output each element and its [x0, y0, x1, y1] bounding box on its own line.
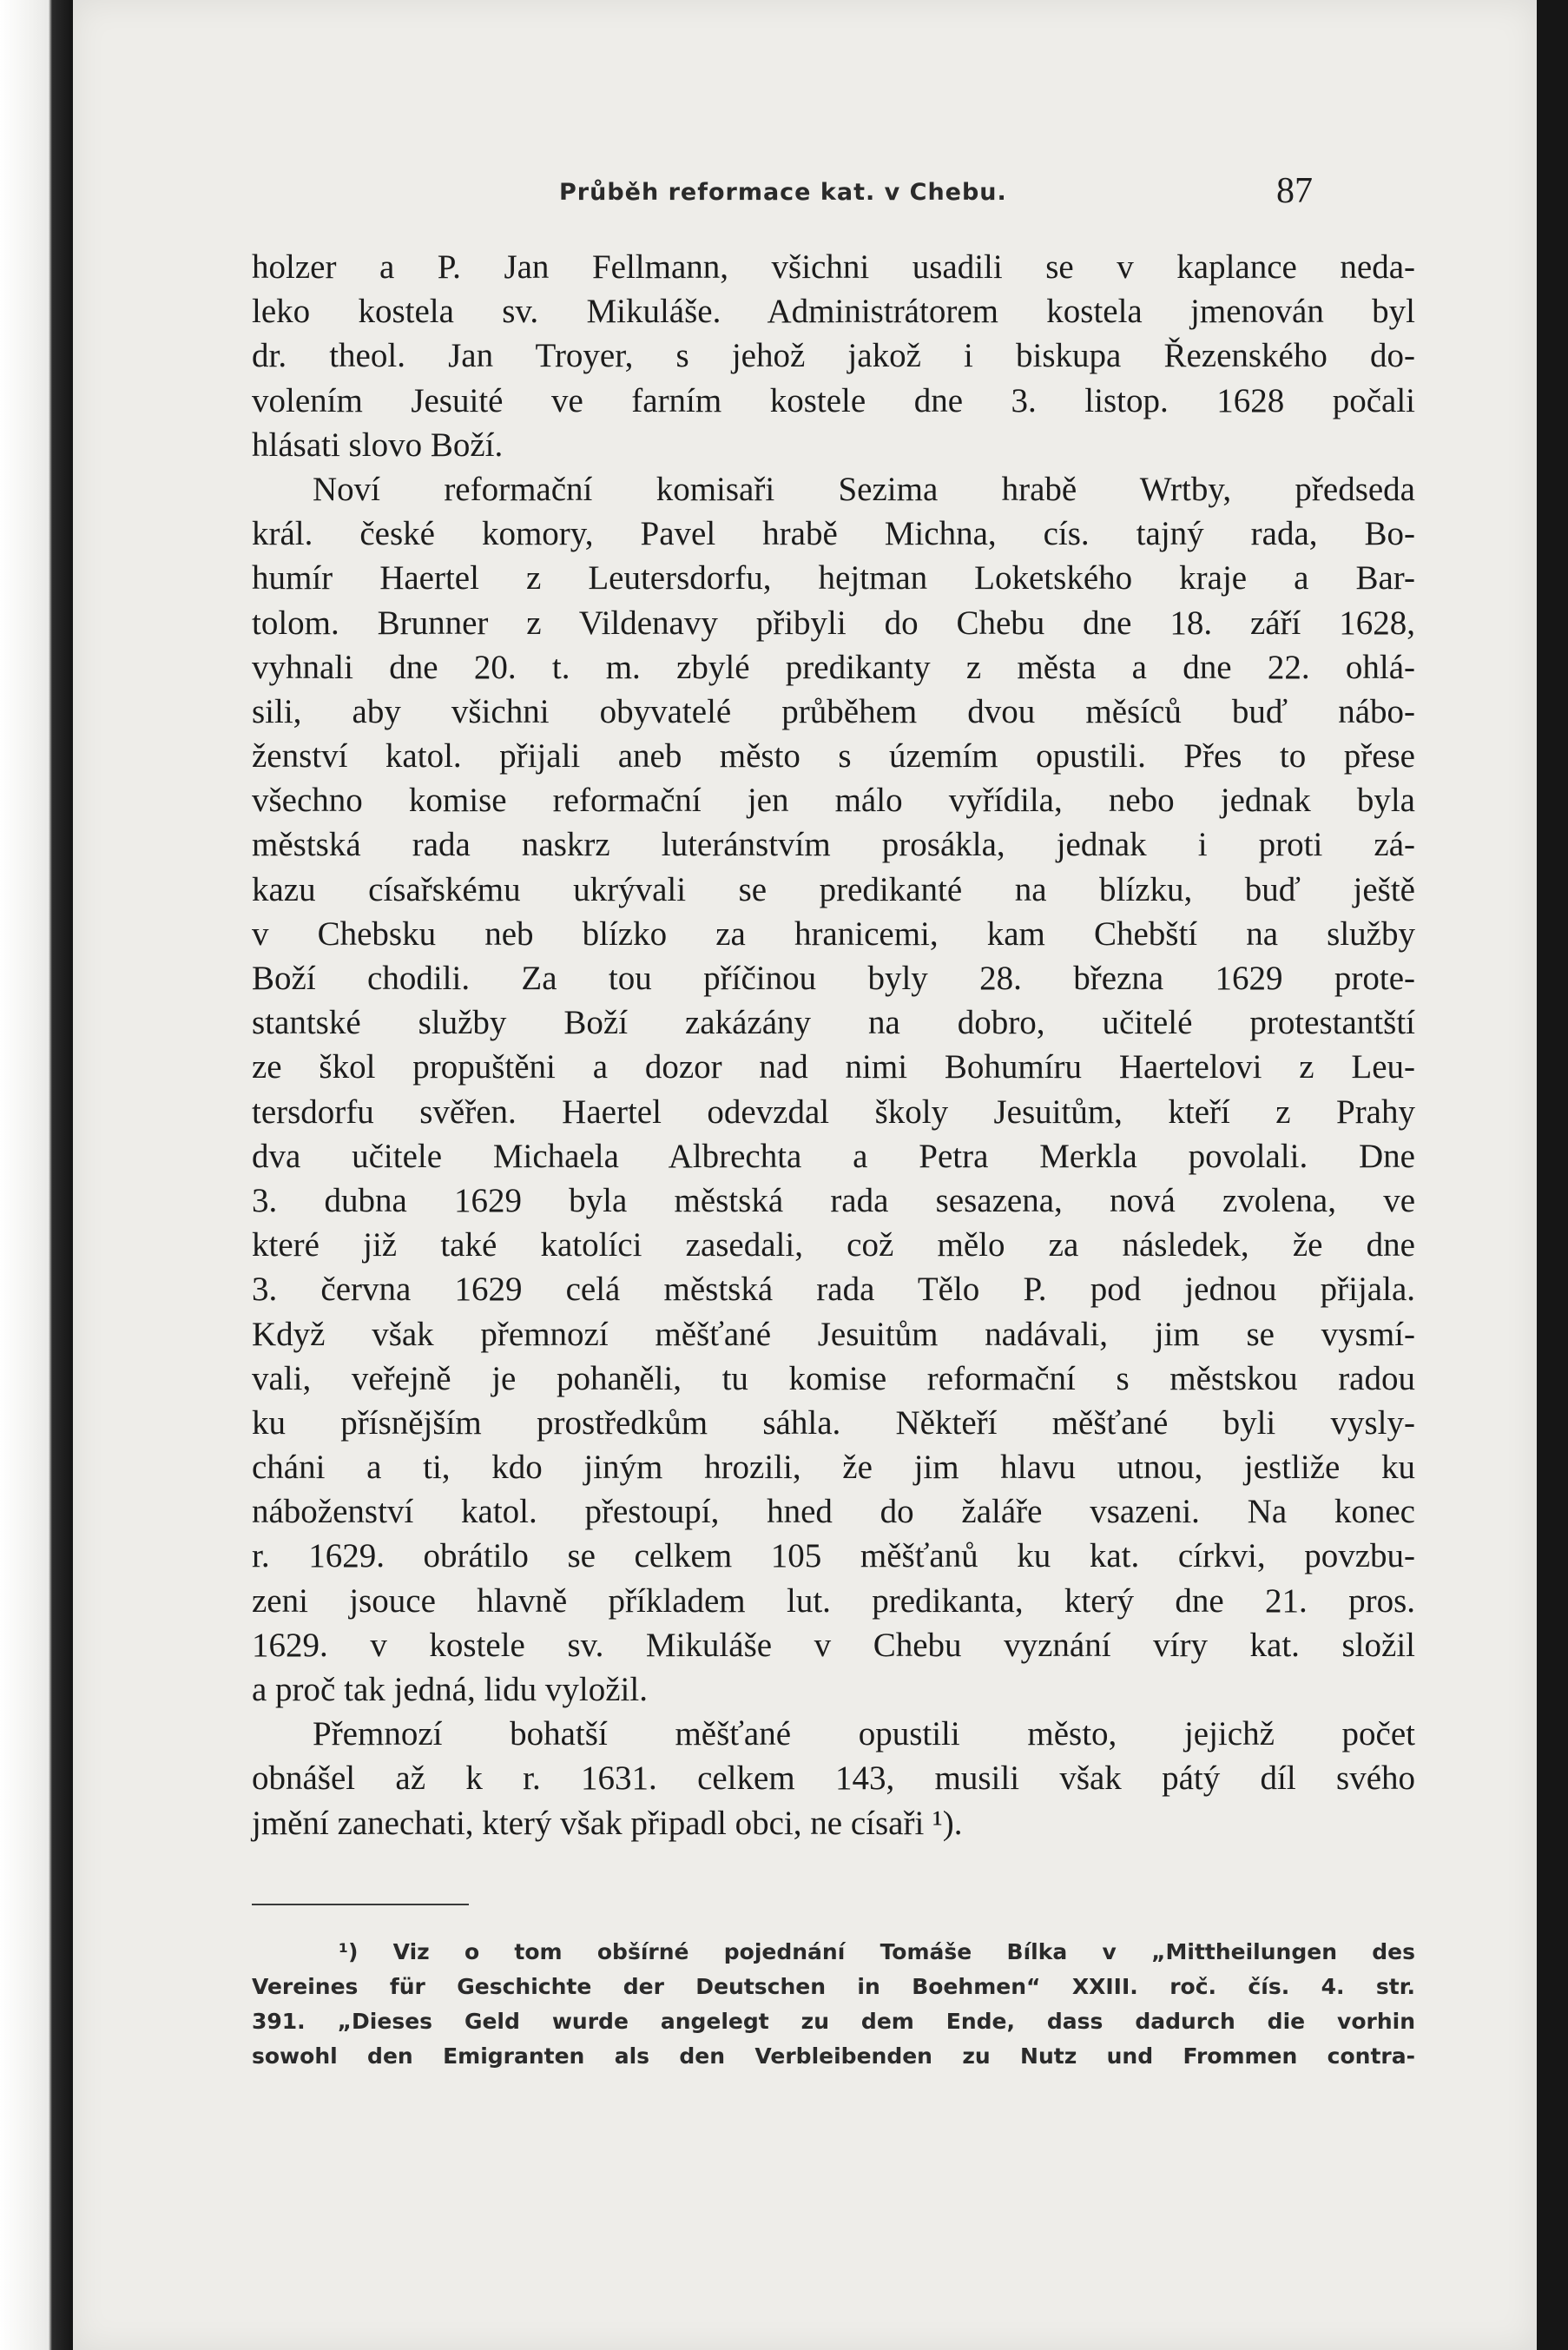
text-line: 3. dubna 1629 byla městská rada sesazena, nová zvolena, ve — [252, 1181, 1415, 1219]
footnote — [252, 1935, 1415, 2074]
text-line: Boží chodili. Za tou příčinou byly 28. března 1629 prote- — [252, 960, 1415, 997]
text-line: ze škol propuštěni a dozor nad nimi Bohumíru Haertelovi z Leu- — [252, 1048, 1415, 1086]
text-line: obnášel až k r. 1631. celkem 143, musili však pátý díl svého — [252, 1759, 1415, 1798]
text-line: zeni jsouce hlavně příkladem lut. predikanta, který dne 21. pros. — [252, 1581, 1415, 1620]
footnote-line: sowohl den Emigranten als den Verbleibenden zu Nutz und Frommen contra- — [252, 2043, 1415, 2069]
text-line: stantské služby Boží zakázány na dobro, učitelé protestantští — [252, 1004, 1415, 1042]
book-page — [73, 0, 1537, 2350]
page-header — [73, 170, 1537, 222]
text-line: 3. června 1629 celá městská rada Tělo P. pod jednou přijala. — [252, 1271, 1415, 1309]
body-text — [252, 245, 1415, 1845]
text-line: v Chebsku neb blízko za hranicemi, kam Chebští na služby — [252, 914, 1415, 953]
text-line: leko kostela sv. Mikuláše. Administrátorem kostela jmenován byl — [252, 293, 1415, 331]
text-line: vyhnali dne 20. t. m. zbylé predikanty z města a dne 22. ohlá- — [252, 648, 1415, 686]
text-line: král. české komory, Pavel hrabě Michna, cís. tajný rada, Bo- — [252, 515, 1415, 553]
scan-left-margin — [0, 0, 73, 2350]
text-line: tersdorfu svěřen. Haertel odevzdal školy Jesuitům, kteří z Prahy — [252, 1092, 1415, 1131]
text-line: sili, aby všichni obyvatelé průběhem dvou měsíců buď nábo- — [252, 692, 1415, 730]
text-line: Když však přemnozí měšťané Jesuitům nadávali, jim se vysmí- — [252, 1315, 1415, 1353]
text-line: tolom. Brunner z Vildenavy přibyli do Chebu dne 18. září 1628, — [252, 604, 1415, 642]
text-line: dr. theol. Jan Troyer, s jehož jakož i biskupa Řezenského do- — [252, 337, 1415, 375]
text-line: ku přísnějším prostředkům sáhla. Někteří měšťané byli vysly- — [252, 1403, 1415, 1442]
text-line: cháni a ti, kdo jiným hrozili, že jim hlavu utnou, jestliže ku — [252, 1449, 1415, 1487]
text-line: vali, veřejně je pohaněli, tu komise reformační s městskou radou — [252, 1359, 1415, 1397]
page-number: 87 — [1276, 171, 1313, 211]
text-line: náboženství katol. přestoupí, hned do žaláře vsazeni. Na konec — [252, 1493, 1415, 1531]
text-line: všechno komise reformační jen málo vyřídila, nebo jednak byla — [252, 782, 1415, 820]
text-line: humír Haertel z Leutersdorfu, hejtman Loketského kraje a Bar- — [252, 559, 1415, 597]
text-line: r. 1629. obrátilo se celkem 105 měšťanů ku kat. církvi, povzbu- — [252, 1537, 1415, 1575]
footnote-line: 391. „Dieses Geld wurde angelegt zu dem Ende, dass dadurch die vorhin — [252, 2009, 1415, 2034]
text-line: 1629. v kostele sv. Mikuláše v Chebu vyznání víry kat. složil — [252, 1626, 1415, 1664]
text-line: které již také katolíci zasedali, což mělo za následek, že dne — [252, 1226, 1415, 1264]
text-line: Přemnozí bohatší měšťané opustili město, jejichž počet — [313, 1715, 1415, 1753]
footnote-line: Vereines für Geschichte der Deutschen in Boehmen“ XXIII. roč. čís. 4. str. — [252, 1974, 1415, 1999]
running-title: Průběh reformace kat. v Chebu. — [559, 179, 1007, 206]
text-line: ženství katol. přijali aneb město s územím opustili. Přes to přese — [252, 737, 1415, 776]
text-line: volením Jesuité ve farním kostele dne 3. listop. 1628 počali — [252, 381, 1415, 419]
text-line: holzer a P. Jan Fellmann, všichni usadili se v kaplance neda- — [252, 248, 1415, 286]
text-line: hlásati slovo Boží. — [252, 426, 504, 464]
text-line: kazu císařskému ukrývali se predikanté na blízku, buď ještě — [252, 870, 1415, 908]
text-line: jmění zanechati, který však připadl obci, ne císaři ¹). — [252, 1804, 963, 1842]
text-line: a proč tak jedná, lidu vyložil. — [252, 1671, 648, 1708]
text-line: Noví reformační komisaři Sezima hrabě Wrtby, předseda — [313, 470, 1415, 508]
text-line: dva učitele Michaela Albrechta a Petra Merkla povolali. Dne — [252, 1137, 1415, 1175]
footnote-line: ¹) Viz o tom obšírné pojednání Tomáše Bílka v „Mittheilungen des — [339, 1939, 1415, 1964]
text-line: městská rada naskrz luteránstvím prosákla, jednak i proti zá- — [252, 826, 1415, 864]
scan-right-margin — [1537, 0, 1568, 2350]
footnote-divider — [252, 1904, 469, 1905]
